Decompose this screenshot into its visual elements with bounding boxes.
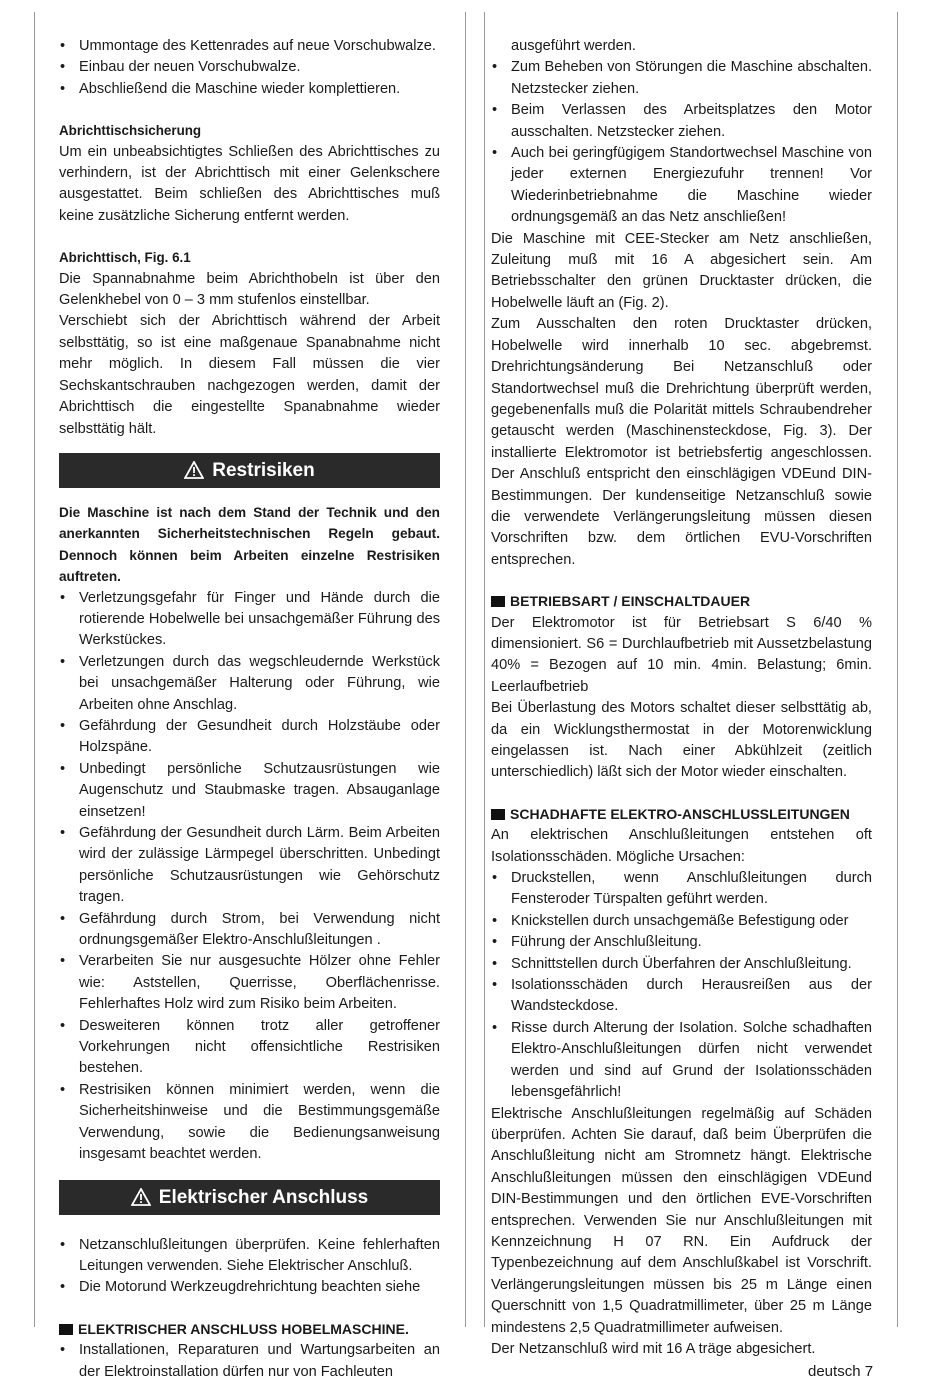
list-item: • Gefährdung der Gesundheit durch Holzstäube oder Holzspäne. (59, 716, 440, 759)
page-footer: deutsch 7 (808, 1363, 874, 1380)
list-item: • Netzanschlußleitungen überprüfen. Keine fehlerhaften Leitungen verwenden. Siehe Elektrischer Anschluß. (59, 1235, 440, 1278)
schad-title: SCHADHAFTE ELEKTRO-ANSCHLUSSLEITUNGEN (510, 805, 850, 822)
column-divider-left (465, 12, 466, 1327)
schad-text: Elektrische Anschlußleitungen regelmäßig auf Schäden überprüfen. Achten Sie darauf, daß beim Überprüfen die Anschlußleitung nicht am Stromnetz hängt. Elektrische Anschlußleitungen müssen den einschlägigen VDEund DIN-Bestimmungen und den örtlichen EVE-Vorschriften entsprechen. Verwenden Sie nur Anschlußleitungen mit Kennzeichnung H 07 RN. Ein Aufdruck der Typenbezeichnung auf dem Anschlußkabel ist Vorschrift. Verlängerungsleitungen müssen bis 25 m Länge einen Querschnitt von 1,5 Quadratmillimeter, über 25 m Länge mindestens 2,5 Quadratmillimeter aufweisen. (491, 1105, 872, 1336)
elektro-list (59, 1235, 440, 1299)
list-item: • Schnittstellen durch Überfahren der Anschlußleitung. (491, 954, 872, 975)
list-item: • Verletzungen durch das wegschleudernde Werkstück bei unsachgemäßer Halterung oder Führung, wie Arbeiten ohne Anschlag. (59, 652, 440, 716)
list-item: • Ummontage des Kettenrades auf neue Vorschubwalze. (59, 36, 440, 57)
list-item: • Verarbeiten Sie nur ausgesuchte Hölzer ohne Fehler wie: Aststellen, Querrisse, Oberflächenrisse. Fehlerhaftes Holz wird zum Risiko beim Arbeiten. (59, 951, 440, 1015)
betrieb-title: BETRIEBSART / EINSCHALTDAUER (510, 593, 751, 610)
list-item: • Installationen, Reparaturen und Wartungsarbeiten an der Elektroinstallation dürfen nur von Fachleuten (59, 1340, 440, 1383)
betrieb-text-1: Der Elektromotor ist für Betriebsart S 6/40 % dimensioniert. S6 = Durchlaufbetrieb mit Aussetzbelastung 40% = Bezogen auf 10 min. 4min. Belastung; 6min. Leerlaufbetrieb (491, 614, 872, 695)
anschluss-text-1: Die Maschine mit CEE-Stecker am Netz anschließen, Zuleitung muß mit 16 A abgesichert sein. Am Betriebsschalter den grünen Drucktaster drücken, die Hobelwelle läuft an (Fig. 2). (491, 230, 872, 311)
list-item: • Unbedingt persönliche Schutzausrüstungen wie Augenschutz und Staubmaske tragen. Absauganlage einsetzen! (59, 759, 440, 823)
black-square-icon (491, 809, 505, 820)
schad-intro: An elektrischen Anschlußleitungen entstehen oft Isolationsschäden. Mögliche Ursachen: (491, 827, 872, 865)
warning-triangle-icon (184, 456, 204, 491)
continuation-text: ausgeführt werden. (511, 38, 636, 54)
restrisiken-list (59, 588, 440, 1166)
betrieb-heading (491, 591, 872, 612)
elektro-banner (59, 1180, 440, 1215)
list-item: • Führung der Anschlußleitung. (491, 932, 872, 953)
abrichttisch-heading: Abrichttisch, Fig. 6.1 (59, 250, 191, 266)
list-item: • Verletzungsgefahr für Finger und Hände durch die rotierende Hobelwelle bei unsachgemäßer Führung des Werkstückes. (59, 588, 440, 652)
abrichttisch-text-1: Die Spannabnahme beim Abrichthobeln ist über den Gelenkhebel von 0 – 3 mm stufenlos einstellbar. (59, 270, 440, 309)
list-item: • Einbau der neuen Vorschubwalze. (59, 57, 440, 78)
hobel-heading (59, 1319, 440, 1340)
list-item: • Abschließend die Maschine wieder komplettieren. (59, 79, 440, 100)
list-item: • Druckstellen, wenn Anschlußleitungen durch Fensteroder Türspalten geführt werden. (491, 868, 872, 911)
list-item: • Gefährdung der Gesundheit durch Lärm. Beim Arbeiten wird der zulässige Lärmpegel überschritten. Unbedingt persönliche Schutzausrüstungen wie Gehörschutz tragen. (59, 823, 440, 909)
hobel-list (59, 1340, 440, 1383)
schad-heading (491, 804, 872, 825)
restrisiken-title: Restrisiken (212, 459, 315, 481)
warning-triangle-icon (131, 1183, 151, 1218)
schad-list (491, 868, 872, 1103)
restrisiken-banner (59, 453, 440, 488)
list-item: • Restrisiken können minimiert werden, wenn die Sicherheitshinweise und die Bestimmungsgemäße Verwendung, sowie die Bedienungsanweisung insgesamt beachtet werden. (59, 1080, 440, 1166)
left-margin-line (34, 12, 35, 1327)
list-item: • Auch bei geringfügigem Standortwechsel Maschine von jeder externen Energiezufuhr trennen! Vor Wiederinbetriebnahme die Maschine wieder ordnungsgemäß an das Netz anschließen! (491, 143, 872, 229)
list-item: • Risse durch Alterung der Isolation. Solche schadhaften Elektro-Anschlußleitungen dürfen nicht verwendet werden und sind auf Grund der Isolationsschäden lebensgefährlich! (491, 1018, 872, 1104)
list-item: • Knickstellen durch unsachgemäße Befestigung oder (491, 911, 872, 932)
list-item: • Desweiteren können trotz aller getroffener Vorkehrungen nicht offensichtliche Restrisiken bestehen. (59, 1016, 440, 1080)
restrisiken-intro: Die Maschine ist nach dem Stand der Technik und den anerkannten Sicherheitstechnischen Regeln gebaut. Dennoch können beim Arbeiten einzelne Restrisiken auftreten. (59, 504, 440, 585)
left-column (59, 36, 440, 1383)
betrieb-text-2: Bei Überlastung des Motors schaltet dieser selbsttätig ab, da ein Wicklungsthermostat in der Motorenwicklung eingelassen ist. Nach einer Abkühlzeit (zeitlich unterschiedlich) läßt sich der Motor wieder einschalten. (491, 700, 872, 781)
abrichttisch-text-2: Verschiebt sich der Abrichttisch während der Arbeit selbsttätig, so ist eine maßgenaue Spanabnahme nicht mehr möglich. In diesem Fall müssen die vier Sechskantschrauben nachgezogen werden, damit der Abrichttisch die eingestellte Spanabnahme wieder selbsttätig hält. (59, 313, 440, 437)
intro-list (59, 36, 440, 100)
right-column (491, 36, 872, 1360)
final-text: Der Netzanschluß wird mit 16 A träge abgesichert. (491, 1340, 816, 1357)
list-item: • Zum Beheben von Störungen die Maschine abschalten. Netzstecker ziehen. (491, 57, 872, 100)
black-square-icon (59, 1324, 73, 1335)
sicherung-heading: Abrichttischsicherung (59, 123, 202, 139)
list-item: • Beim Verlassen des Arbeitsplatzes den Motor ausschalten. Netzstecker ziehen. (491, 100, 872, 143)
black-square-icon (491, 596, 505, 607)
right-margin-line (897, 12, 898, 1327)
hobel-title: ELEKTRISCHER ANSCHLUSS HOBELMASCHINE. (78, 1320, 409, 1337)
list-item: • Isolationsschäden durch Herausreißen aus der Wandsteckdose. (491, 975, 872, 1018)
anschluss-text-2: Zum Ausschalten den roten Drucktaster drücken, Hobelwelle wird innerhalb 10 sec. abgebremst. Drehrichtungsänderung Bei Netzanschluß oder Standortwechsel muß die Drehrichtung überprüft werden, gegebenenfalls muß die Polarität mittels Schraubendreher getauscht werden (Maschinensteckdose, Fig. 3). Der installierte Elektromotor ist betriebsfertig angeschlossen. Der Anschluß entspricht den einschlägigen VDEund DIN-Bestimmungen. Der kundenseitige Netzanschluß sowie die verwendete Verlängerungsleitung müssen diesen Vorschriften bzw. dem örtlichen EVU-Vorschriften entsprechen. (491, 316, 872, 568)
safety-list (491, 57, 872, 228)
column-divider-right (484, 12, 485, 1327)
list-item: • Gefährdung durch Strom, bei Verwendung nicht ordnungsgemäßer Elektro-Anschlußleitungen . (59, 909, 440, 952)
sicherung-text: Um ein unbeabsichtigtes Schließen des Abrichttisches zu verhindern, ist der Abrichttisch mit einer Gelenkschere ausgestattet. Beim schließen des Abrichttisches muß keine zusätzliche Sicherung entfernt werden. (59, 143, 440, 224)
elektro-title: Elektrischer Anschluss (158, 1186, 369, 1208)
list-item: • Die Motorund Werkzeugdrehrichtung beachten siehe (59, 1277, 440, 1298)
